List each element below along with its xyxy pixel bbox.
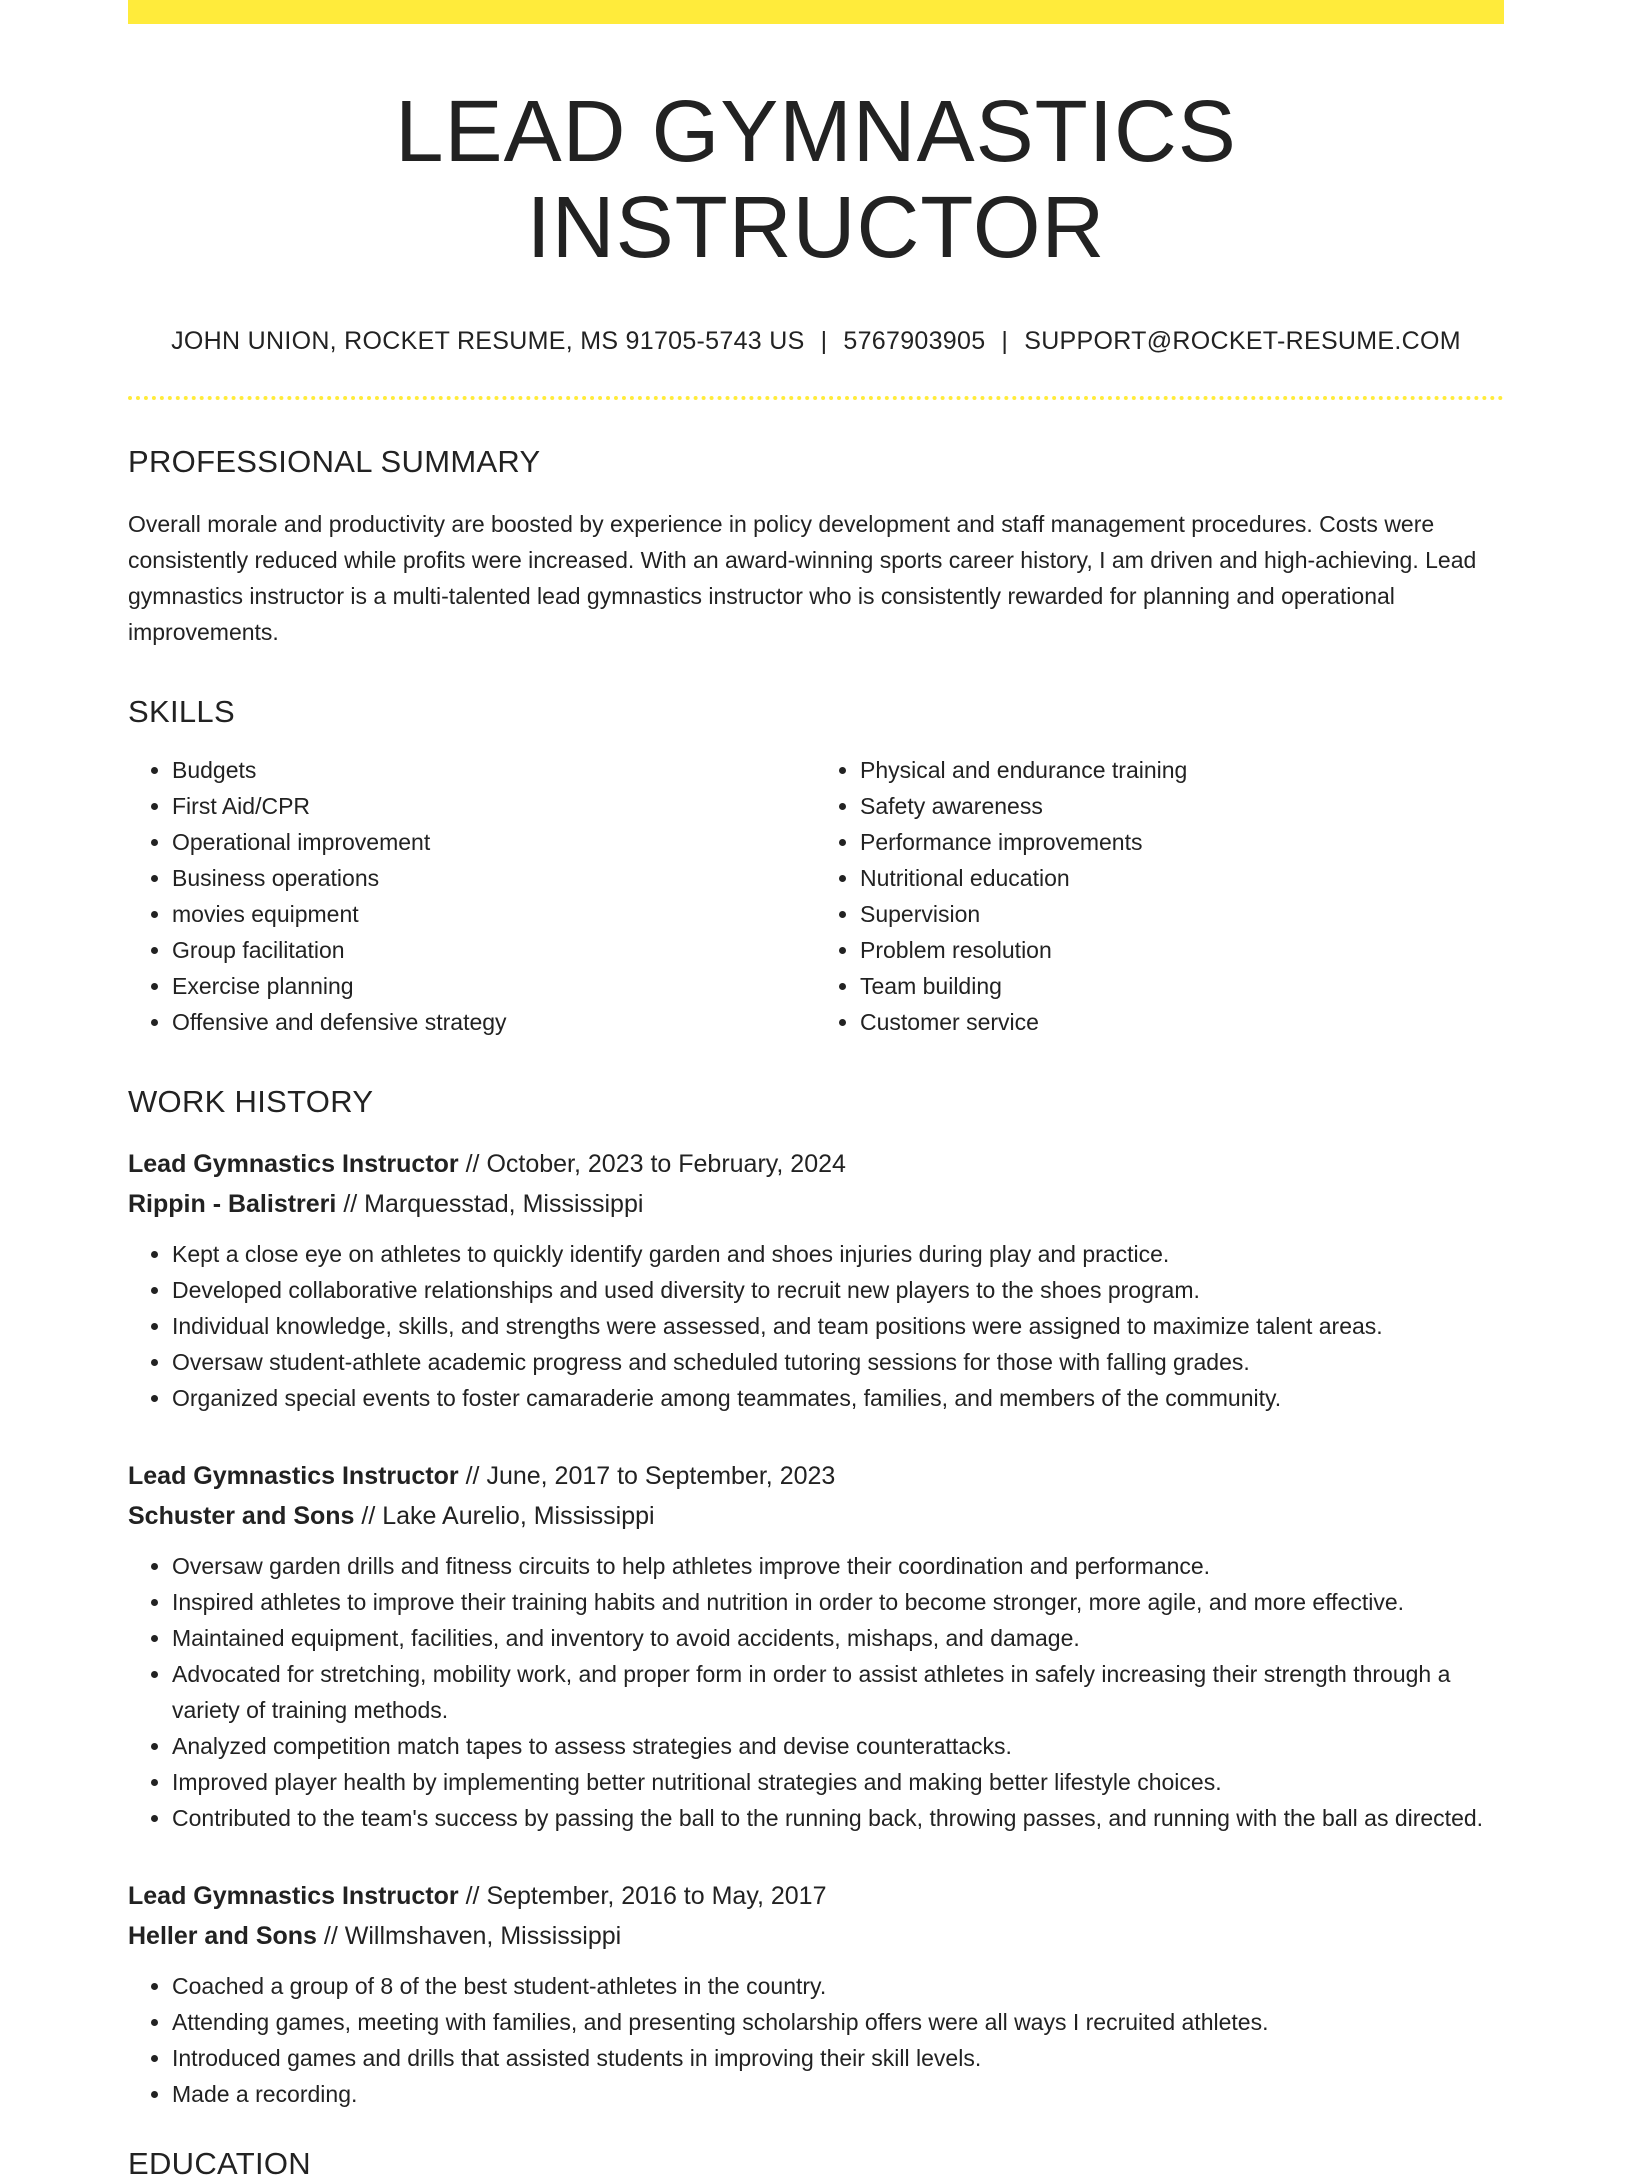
- contact-email: SUPPORT@ROCKET-RESUME.COM: [1024, 327, 1461, 356]
- contact-address: JOHN UNION, ROCKET RESUME, MS 91705-5743 US: [171, 327, 805, 356]
- job-bullets: [128, 1968, 1504, 2112]
- contact-separator: |: [820, 327, 828, 356]
- accent-bar: [128, 0, 1504, 24]
- job-entry: [128, 1456, 1504, 1836]
- contact-separator: |: [1001, 327, 1009, 356]
- skill-item: • Operational improvement: [172, 824, 816, 860]
- job-bullet: • Inspired athletes to improve their training habits and nutrition in order to become stronger, more agile, and more effective.: [172, 1584, 1504, 1620]
- job-dates: // June, 2017 to September, 2023: [458, 1462, 836, 1491]
- job-bullet: • Coached a group of 8 of the best student-athletes in the country.: [172, 1968, 1504, 2004]
- job-title: Lead Gymnastics Instructor: [128, 1882, 459, 1911]
- job-title-line: [128, 1876, 1504, 1916]
- job-location: // Marquesstad, Mississippi: [336, 1190, 644, 1219]
- job-company: Schuster and Sons: [128, 1502, 355, 1531]
- skill-item: • Supervision: [860, 896, 1504, 932]
- skills-list: [128, 752, 1504, 1040]
- job-title-line: [128, 1456, 1504, 1496]
- skill-item: • Group facilitation: [172, 932, 816, 968]
- job-bullet: • Made a recording.: [172, 2076, 1504, 2112]
- job-bullets: [128, 1548, 1504, 1836]
- skill-item: • Problem resolution: [860, 932, 1504, 968]
- skill-item: • Business operations: [172, 860, 816, 896]
- job-title: Lead Gymnastics Instructor: [128, 1462, 459, 1491]
- job-company-line: [128, 1916, 1504, 1956]
- job-bullet: • Advocated for stretching, mobility work, and proper form in order to assist athletes in safely increasing their strength through a variety of training methods.: [172, 1656, 1504, 1728]
- skills-column-right: [816, 752, 1504, 1040]
- job-company-line: [128, 1496, 1504, 1536]
- job-entry: [128, 1876, 1504, 2112]
- skill-item: • Nutritional education: [860, 860, 1504, 896]
- job-bullet: • Oversaw student-athlete academic progress and scheduled tutoring sessions for those with falling grades.: [172, 1344, 1504, 1380]
- job-bullet: • Organized special events to foster camaraderie among teammates, families, and members of the community.: [172, 1380, 1504, 1416]
- skill-item: • Exercise planning: [172, 968, 816, 1004]
- job-bullet: • Analyzed competition match tapes to assess strategies and devise counterattacks.: [172, 1728, 1504, 1764]
- job-dates: // September, 2016 to May, 2017: [458, 1882, 827, 1911]
- contact-phone: 5767903905: [843, 327, 986, 356]
- job-location: // Lake Aurelio, Mississippi: [354, 1502, 655, 1531]
- job-bullet: • Oversaw garden drills and fitness circuits to help athletes improve their coordination and performance.: [172, 1548, 1504, 1584]
- job-title-line: [128, 1144, 1504, 1184]
- resume-title: LEAD GYMNASTICS INSTRUCTOR: [395, 83, 1237, 276]
- job-bullet: • Attending games, meeting with families, and presenting scholarship offers were all ways I recruited athletes.: [172, 2004, 1504, 2040]
- job-dates: // October, 2023 to February, 2024: [458, 1150, 846, 1179]
- summary-heading: PROFESSIONAL SUMMARY: [128, 444, 541, 480]
- skill-item: • Customer service: [860, 1004, 1504, 1040]
- job-bullet: • Individual knowledge, skills, and strengths were assessed, and team positions were assigned to maximize talent areas.: [172, 1308, 1504, 1344]
- education-heading: EDUCATION: [128, 2146, 311, 2182]
- job-title: Lead Gymnastics Instructor: [128, 1150, 459, 1179]
- job-company-line: [128, 1184, 1504, 1224]
- job-location: // Willmshaven, Mississippi: [316, 1922, 622, 1951]
- skill-item: • Offensive and defensive strategy: [172, 1004, 816, 1040]
- skill-item: • First Aid/CPR: [172, 788, 816, 824]
- job-company: Rippin - Balistreri: [128, 1190, 337, 1219]
- job-company: Heller and Sons: [128, 1922, 317, 1951]
- work-history-heading: WORK HISTORY: [128, 1084, 374, 1120]
- skill-item: • movies equipment: [172, 896, 816, 932]
- job-bullet: • Maintained equipment, facilities, and inventory to avoid accidents, mishaps, and damage.: [172, 1620, 1504, 1656]
- job-bullet: • Introduced games and drills that assisted students in improving their skill levels.: [172, 2040, 1504, 2076]
- skill-item: • Performance improvements: [860, 824, 1504, 860]
- job-bullet: • Improved player health by implementing better nutritional strategies and making better lifestyle choices.: [172, 1764, 1504, 1800]
- job-bullet: • Developed collaborative relationships and used diversity to recruit new players to the shoes program.: [172, 1272, 1504, 1308]
- skills-heading: SKILLS: [128, 694, 235, 730]
- job-bullets: [128, 1236, 1504, 1416]
- skills-column-left: [128, 752, 816, 1040]
- dotted-divider: [128, 396, 1504, 400]
- skill-item: • Team building: [860, 968, 1504, 1004]
- job-bullet: • Kept a close eye on athletes to quickly identify garden and shoes injuries during play and practice.: [172, 1236, 1504, 1272]
- skill-item: • Safety awareness: [860, 788, 1504, 824]
- skill-item: • Budgets: [172, 752, 816, 788]
- job-entry: [128, 1144, 1504, 1416]
- skill-item: • Physical and endurance training: [860, 752, 1504, 788]
- job-bullet: • Contributed to the team's success by passing the ball to the running back, throwing passes, and running with the ball as directed.: [172, 1800, 1504, 1836]
- summary-text: Overall morale and productivity are boosted by experience in policy development and staff management procedures. Costs were consistently reduced while profits were increased. With an award-winning sports career history, I am driven and high-achieving. Lead gymnastics instructor is a multi-talented lead gymnastics instructor who is consistently rewarded for planning and operational improvements.: [128, 511, 1477, 646]
- resume-page: [128, 0, 1504, 2182]
- contact-line: [128, 327, 1504, 356]
